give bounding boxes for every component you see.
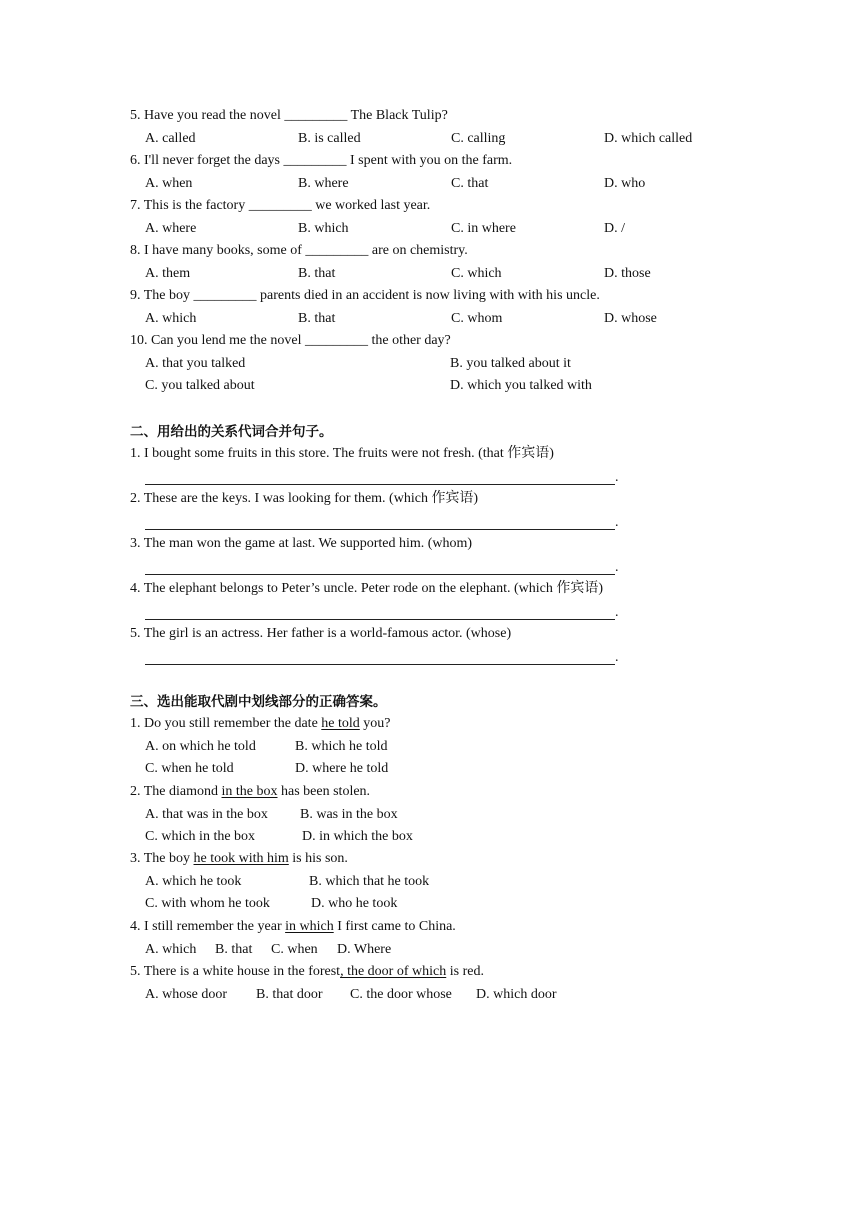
combine-item-5: 5. The girl is an actress. Her father is a world-famous actor. (whose) (130, 626, 512, 641)
r4-option-c: C. when (271, 942, 318, 957)
combine-item-2: 2. These are the keys. I was looking for them. (which 作宾语) (130, 491, 479, 506)
q6-option-b: B. where (298, 176, 349, 191)
q9-option-a: A. which (145, 311, 197, 326)
question-5-stem: 5. Have you read the novel _________ The Black Tulip? (130, 108, 448, 123)
section-2-heading: 二、用给出的关系代词合并句子。 (130, 424, 333, 440)
q8-option-b: B. that (298, 266, 336, 281)
answer-period-3: . (615, 560, 619, 575)
q2-text-after: has been stolen. (277, 784, 371, 799)
r2-option-c: C. which in the box (145, 829, 256, 844)
answer-period-2: . (615, 515, 619, 530)
q9-option-c: C. whom (451, 311, 503, 326)
q6-option-a: A. when (145, 176, 193, 191)
replace-question-4 (130, 918, 456, 936)
q5-option-c: C. calling (451, 131, 506, 146)
q9-option-b: B. that (298, 311, 336, 326)
q5-text-after: is red. (446, 964, 484, 979)
r5-option-c: C. the door whose (350, 987, 452, 1002)
q10-option-a: A. that you talked (145, 356, 246, 371)
q7-option-b: B. which (298, 221, 349, 236)
r3-option-d: D. who he took (311, 896, 398, 911)
r4-option-a: A. which (145, 942, 197, 957)
replace-question-2 (130, 783, 370, 801)
answer-line-5[interactable] (145, 664, 615, 665)
r4-option-d: D. Where (337, 942, 392, 957)
q10-option-b: B. you talked about it (450, 356, 571, 371)
q6-option-c: C. that (451, 176, 489, 191)
r2-option-d: D. in which the box (302, 829, 413, 844)
q5-option-b: B. is called (298, 131, 361, 146)
r1-option-b: B. which he told (295, 739, 388, 754)
q4-text-after: I first came to China. (333, 919, 456, 934)
q4-underlined-part: in which (285, 919, 334, 934)
q5-underlined-part: , the door of which (340, 964, 447, 979)
q8-option-d: D. those (604, 266, 651, 281)
q9-option-d: D. whose (604, 311, 657, 326)
q1-text-after: you? (359, 716, 391, 731)
combine-item-4: 4. The elephant belongs to Peter’s uncle. Peter rode on the elephant. (which 作宾语) (130, 581, 604, 596)
q5-option-d: D. which called (604, 131, 693, 146)
answer-line-3[interactable] (145, 574, 615, 575)
answer-period-5: . (615, 650, 619, 665)
q10-option-c: C. you talked about (145, 378, 255, 393)
q7-option-d: D. / (604, 221, 625, 236)
q1-underlined-part: he told (321, 716, 360, 731)
question-6-stem: 6. I'll never forget the days _________ I spent with you on the farm. (130, 153, 513, 168)
replace-question-1 (130, 715, 391, 733)
r1-option-a: A. on which he told (145, 739, 256, 754)
q8-option-c: C. which (451, 266, 502, 281)
q5-text-before: 5. There is a white house in the forest (130, 964, 341, 979)
r3-option-b: B. which that he took (309, 874, 430, 889)
r3-option-a: A. which he took (145, 874, 242, 889)
q3-text-after: is his son. (288, 851, 348, 866)
q7-option-c: C. in where (451, 221, 516, 236)
r2-option-a: A. that was in the box (145, 807, 268, 822)
r3-option-c: C. with whom he took (145, 896, 270, 911)
combine-item-3: 3. The man won the game at last. We supported him. (whom) (130, 536, 473, 551)
q3-underlined-part: he took with him (193, 851, 289, 866)
answer-line-2[interactable] (145, 529, 615, 530)
q3-text-before: 3. The boy (130, 851, 194, 866)
question-8-stem: 8. I have many books, some of _________ are on chemistry. (130, 243, 468, 258)
answer-line-4[interactable] (145, 619, 615, 620)
replace-question-3 (130, 850, 348, 868)
replace-question-5 (130, 963, 484, 981)
q2-underlined-part: in the box (221, 784, 278, 799)
q8-option-a: A. them (145, 266, 191, 281)
q5-option-a: A. called (145, 131, 196, 146)
answer-period-1: . (615, 470, 619, 485)
answer-line-1[interactable] (145, 484, 615, 485)
answer-period-4: . (615, 605, 619, 620)
r5-option-b: B. that door (256, 987, 323, 1002)
r1-option-c: C. when he told (145, 761, 234, 776)
r5-option-a: A. whose door (145, 987, 228, 1002)
question-9-stem: 9. The boy _________ parents died in an accident is now living with with his uncle. (130, 288, 600, 303)
combine-item-1: 1. I bought some fruits in this store. The fruits were not fresh. (that 作宾语) (130, 446, 554, 461)
r1-option-d: D. where he told (295, 761, 389, 776)
section-3-heading: 三、选出能取代剧中划线部分的正确答案。 (130, 694, 387, 710)
q4-text-before: 4. I still remember the year (130, 919, 286, 934)
q2-text-before: 2. The diamond (130, 784, 222, 799)
r4-option-b: B. that (215, 942, 253, 957)
q10-option-d: D. which you talked with (450, 378, 592, 393)
q6-option-d: D. who (604, 176, 646, 191)
question-10-stem: 10. Can you lend me the novel _________ the other day? (130, 333, 451, 348)
question-7-stem: 7. This is the factory _________ we worked last year. (130, 198, 431, 213)
r5-option-d: D. which door (476, 987, 557, 1002)
r2-option-b: B. was in the box (300, 807, 398, 822)
q1-text-before: 1. Do you still remember the date (130, 716, 322, 731)
q7-option-a: A. where (145, 221, 197, 236)
